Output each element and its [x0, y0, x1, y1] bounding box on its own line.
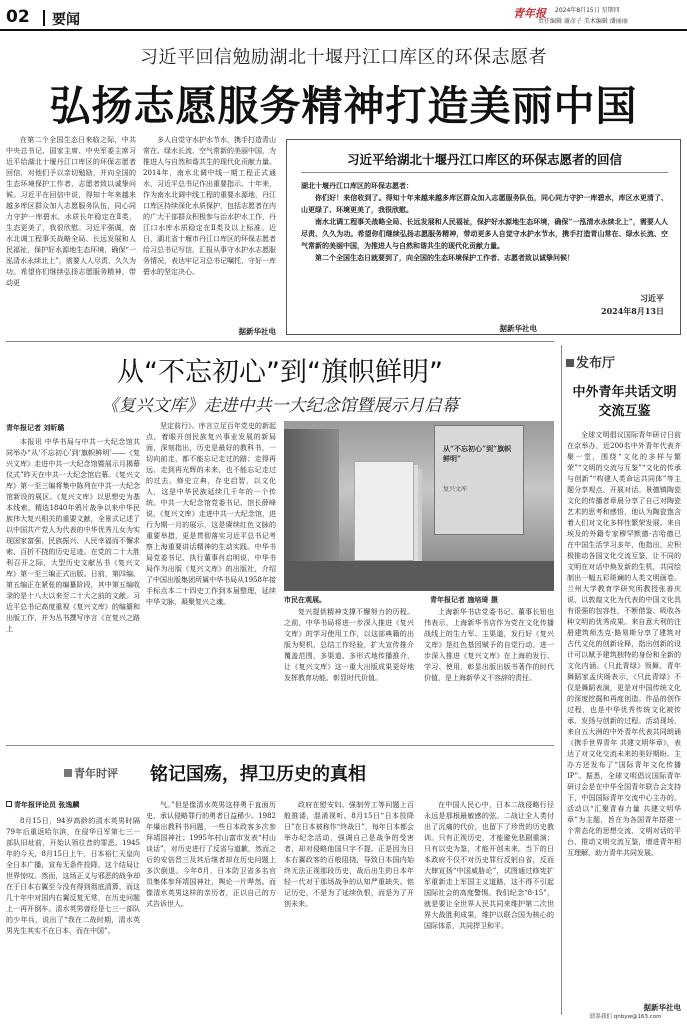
section-divider-1 — [6, 341, 554, 342]
opinion-label-marker — [64, 769, 72, 777]
story2-text-1: 本报讯 中华书局与中共一大纪念馆共同举办“从‘不忘初心’到‘旗帜鲜明’——《复兴文库》走进中共一大纪念馆暨展示月揭幕仪式”昨天在中共一大纪念馆启幕。《复兴文库》第一至三编将集中陈列在中共一大纪念馆新设的展区。《复兴文库》以思想史为基本线索，精选1840年鸦片战争以来中华民族伟大复兴相关的重要文献，全景式记述了以中国共产党人为代表的中华优秀儿女为实现国家富强、民族振兴、人民幸福而不懈求索、百折不挠的历史足迹。在党的二十大胜利召开之际，大型历史文献丛书《复兴文库》第一至三编正式出版。日前，第四编、第五编正在紧张的编纂阶段，其中第五编收录的是十八大以来至二十大之前的文献。习近平总书记高度重视《复兴文库》的编纂和出版工作，并为丛书撰写序言《在复兴之路上 — [6, 438, 140, 633]
story2-byline: 青年报记者 刘昕璐 — [6, 424, 65, 432]
side-text: 全球文明倡议国际青年研讨日前在京举办，近200名中外青年代表齐聚一堂，围绕“文化的多样与繁荣”“文明的交流与互鉴”“文化的传承与创新”“构建人类命运共同体”等主题分享观点、开展对话。景德镇陶瓷文化的传播者章晨分享了自己对陶瓷艺术的思考和感悟，他认为陶瓷饱含着人们对文化多样性繁荣发展。来自埃及的外籍专家穆罕默德·吉哈德已在中国生活学习多年，他指出，应积极推动各国文化交流互鉴，让不同的文明在对话中焕发新的生机，共同绘制出一幅五彩斑斓的人类文明画卷。兰州大学教育学研究所教授张善庆说，以敦煌文化为代表的中国文化具有很强的包容性，不断借鉴、吸收各种文明的优秀成果。来自意大利的注册建筑师杰克·路易斯分享了建筑对古代文化的创新诠释，指出创新的设计可以赋予建筑独特的身份和全新的文化内涵。《只此青绿》领舞、青年舞蹈家孟庆旸表示，《只此青绿》不仅是舞蹈表演，更是对中国传统文化的深度挖掘和再度创造。作品的创作过程，也是中华优秀传统文化被传承、发扬与创新的过程。活动现场，来自五大洲的中外青年代表共同朗诵《携手世界青年 共建文明华章》，表达了对文化交流未来的美好期盼。主办方还发布了“国际青年文化传播IP”。据悉，全球文明倡议国际青年研讨会是在中华全国青年联合会支持下，中国国际青年交流中心主办的。活动以“汇聚青春力量 共建文明华章”为主题，旨在为各国青年搭建一个常态化的思想交流、文明对话的平台，推动文明交流互鉴，增进青年相互理解，助力青年共同发展。 — [567, 431, 681, 857]
opinion-text-4: 在中国人民心中，日本二战侵略行径永远是那根最敏感的弦。二战让全人类付出了沉痛的代价，也留下了珍贵的历史教训。只有正视历史，才能避免悲剧重演；只有以史为鉴，才能开创未来。当下的日本政府不仅不对历史罪行反躬自省，反而大肆宣扬“中国威胁论”，试图通过修宪扩军重新走上军国主义道路，这不得不引起国际社会的高度警惕。我们纪念“8·15”，就是要让全世界人民共同来维护第二次世界大战胜利成果，维护以联合国为核心的国际体系，共同捍卫和平。 — [424, 801, 554, 930]
letter-signature: 习近平 — [640, 293, 664, 303]
header-rule — [0, 29, 687, 31]
photo-caption: 市民在观展。 — [284, 596, 326, 604]
story2-column-2 — [146, 421, 276, 737]
page-number: 02 — [6, 7, 30, 27]
footer-contact: 联系我们 qnbyw@163.com — [590, 1014, 662, 1020]
side-source: 据新华社电 — [643, 1003, 681, 1012]
letter-title-rule — [301, 172, 668, 173]
opinion-byline — [6, 800, 79, 810]
letter-box — [286, 139, 681, 335]
story2-column-1 — [6, 437, 140, 737]
photo-display-subtitle: 复兴文库 — [443, 486, 468, 493]
story2-text-3: 复兴提供精神支撑不懈努力的历程。之前，中华书局将进一步深入推进《复兴文库》的学习使用工作，以这部典籍的出版为契机，总结工作经验，扩大宣传推介覆盖范围，多渠道、多形式地传播推介，让《复兴文库》这一重大出版成果更好地发挥教育功能、彰显时代价值。 — [284, 608, 414, 682]
photo-book-stack — [354, 461, 414, 561]
editor-credits: 责任编辑 谢彦子 美术编辑 潘丽丽 — [538, 18, 628, 25]
issue-date: 2024年8月15日 星期四 — [555, 7, 620, 14]
letter-date: 2024年8月13日 — [601, 306, 664, 316]
opinion-column-4 — [424, 800, 554, 1016]
lead-text-1: 在第二个全国生态日来临之际，中共中央总书记、国家主席、中央军委主席习近平给湖北十堰丹江口库区的环保志愿者回信，对他们予以亲切勉励，并向全国的生态环境保护工作者、志愿者致以诚挚问候。习近平在回信中说，得知十年来越来越多库区群众加入志愿服务队伍，同心同力守护一库碧水，水质长年稳定在Ⅱ类，生态更美了，我很欣慰。习近平强调，南水北调工程事关战略全局、长远发展和人民福祉，保护好水源地生态环境，确保“一泓清水永续北上”，需要人人尽责、久久为功。希望你们继续弘扬志愿服务精神，带动更 — [6, 136, 136, 287]
story2-text-4: 上海新华书店党委书记、董事长钮也伟表示，上海新华书店作为党在文化传播战线上的生力军、主渠道，发行好《复兴文库》是红色基因赋予的自觉行动。进一步深入推进《复兴文库》在上海的发行、学习、使用，彰显出版出版书著作的时代价值，是上海新华义不容辞的责任。 — [424, 608, 554, 682]
opinion-text-1: 8月15日，94岁高龄的清水英男时隔79年后重返哈尔滨，在侵华日军第七三一部队旧址前，开始认领往昔的罪恶。1945年的今天，8月15日上午，日本裕仁天皇向全日本广播，宣布无条件投降，这个结局让世界惊叹。然而，这场正义与邪恶的战争却在于日本右翼至今没有得到彻底清算，而这几十年中对国内右翼反复无常，在历史问题上一再开倒车。清水英男曾经是七三一部队的少年兵，说出了“我在二战时期，清水英男先生其实不在日本，而在中国”。 — [6, 817, 140, 935]
side-headline: 中外青年共话文明交流互鉴 — [572, 385, 677, 419]
side-label-text: 发布厅 — [576, 356, 616, 371]
story2-text-2: 坚定前行》。序言立足百年党史的新起点，着眼开创民族复兴事业发展的新局面，深刻指出，历史是最好的教科书，一切向前走，都不能忘记走过的路；走得再远、走到再光辉的未来，也不能忘记走过的过去。修史立典，存史启智，以文化人，这是中华民族延续几千年的一个传统。中共一大纪念馆党委书记、馆长薛峰说，《复兴文库》走进中共一大纪念馆，进行为期一月的展示，这是赓续红色文脉的重要举措，更是贯彻落实习近平总书记考察上海重要讲话精神的生动实践。中华书局党委书记、执行董事肖启明说，中华书局作为出版《复兴文库》的出版社，介绍了中国出版集团所属中华书局从1958年接手标点本二十四史工作到本届整理，延续中华文脉，凝聚复兴之魂。 — [146, 422, 276, 606]
letter-body — [301, 180, 668, 264]
lead-text-2: 多人自觉守水护水节水，携手打造青山常在、绿水长流、空气常新的美丽中国，为推进人与自然和谐共生的现代化贡献力量。2014年，南水北调中线一期工程正式通水，习近平总书记作出重要指示。十年来，作为南水北调中线工程的重要水源地，丹江口库区持续深化水质保护，包括志愿者在内的广大干部群众积极参与治水护水工作，丹江口水库水质稳定在Ⅱ类及以上标准。近日，湖北省十堰市丹江口库区的环保志愿者给习总书记写信，汇报从事守水护水志愿服务情况，表达牢记习总书记嘱托、守好一库碧水的坚定决心。 — [143, 136, 276, 276]
lead-subtitle: 习近平回信勉励湖北十堰丹江口库区的环保志愿者 — [140, 47, 547, 68]
letter-closing: 第二个全国生态日就要到了，向全国的生态环境保护工作者、志愿者致以诚挚问候！ — [315, 253, 574, 262]
opinion-text-2: 气。”但是像清水英男这样勇于直面历史、承认侵略罪行的勇者日益稀少。1982年爆出教科书问题，一些日本政客多次参拜靖国神社；1995年村山富市发表“村山谈话”，对历史进行了反省与道歉，然而之后的安倍晋三及其后继者却在历史问题上多次倒退。今年8月，日本防卫省多名官员集体参拜靖国神社，舆论一片哗然。而像清水英男这样的亲历者，正以自己的方式告诉世人。 — [146, 801, 276, 908]
section-divider-2 — [6, 745, 554, 746]
opinion-label-text: 青年时评 — [74, 767, 118, 780]
opinion-byline-marker — [6, 801, 12, 807]
opinion-headline: 铭记国殇，捍卫历史的真相 — [150, 764, 366, 785]
story2-column-3 — [284, 607, 414, 737]
header-divider — [43, 10, 45, 26]
letter-salutation: 湖北十堰丹江口库区的环保志愿者： — [301, 181, 413, 190]
lead-column-2 — [143, 135, 276, 327]
logo: 青年报 — [513, 7, 546, 20]
opinion-byline-text: 青年报评论员 张逸麟 — [14, 801, 80, 809]
opinion-text-3: 政府在慰安妇、强制劳工等问题上百般推诿，混淆视听。8月15日“日本投降日”在日本被称作“终战日”，每年日本都会举办纪念活动，强调自己是战争的受害者，却对侵略他国只字不提。正是因为日本右翼政客的百般阻挠，导致日本国内始终无法正视那段历史，战后出生的日本年轻一代对于那场战争的认知严重缺失。铭记历史，不是为了延续仇恨，而是为了开创未来。 — [284, 801, 414, 908]
section-title: 要闻 — [52, 12, 80, 28]
page-header — [0, 0, 687, 30]
photo-display-title: 从“不忘初心”到“旗帜鲜明” — [443, 444, 512, 463]
photo-display-panel — [434, 425, 524, 535]
photo-credit: 青年报记者 施培琦 摄 — [430, 596, 498, 604]
lead-column-1 — [6, 135, 136, 335]
side-column-body — [567, 430, 681, 1000]
opinion-label — [64, 765, 118, 781]
letter-source: 据新华社电 — [499, 324, 537, 333]
side-column-rule — [561, 345, 562, 1015]
opinion-column-3 — [284, 800, 414, 1016]
story2-photo — [284, 421, 554, 591]
story2-subhead: 《复兴文库》走进中共一大纪念馆暨展示月启幕 — [101, 396, 459, 416]
lead-source: 据新华社电 — [238, 327, 276, 336]
story2-headline: 从“不忘初心”到“旗帜鲜明” — [117, 357, 443, 388]
letter-title: 习近平给湖北十堰丹江口库区的环保志愿者的回信 — [346, 152, 622, 167]
lead-headline: 弘扬志愿服务精神打造美丽中国 — [49, 82, 638, 130]
side-label-marker — [566, 359, 574, 367]
photo-table — [284, 561, 554, 591]
side-label — [566, 352, 615, 371]
letter-greeting: 你们好！来信收到了。得知十年来越来越多库区群众加入志愿服务队伍，同心同力守护一库碧水，库区水更清了、山更绿了、环境更美了，我很欣慰。 — [301, 193, 668, 214]
story2-column-4 — [424, 607, 554, 737]
opinion-column-2 — [146, 800, 276, 1016]
letter-paragraph: 南水北调工程事关战略全局、长远发展和人民福祉，保护好水源地生态环境，确保“一泓清水永续北上”，需要人人尽责、久久为功。希望你们继续弘扬志愿服务精神，带动更多人自觉守水护水节水，携手打造青山常在、绿水长流、空气常新的美丽中国，为推进人与自然和谐共生的现代化贡献力量。 — [301, 217, 668, 250]
opinion-column-1 — [6, 816, 140, 1016]
